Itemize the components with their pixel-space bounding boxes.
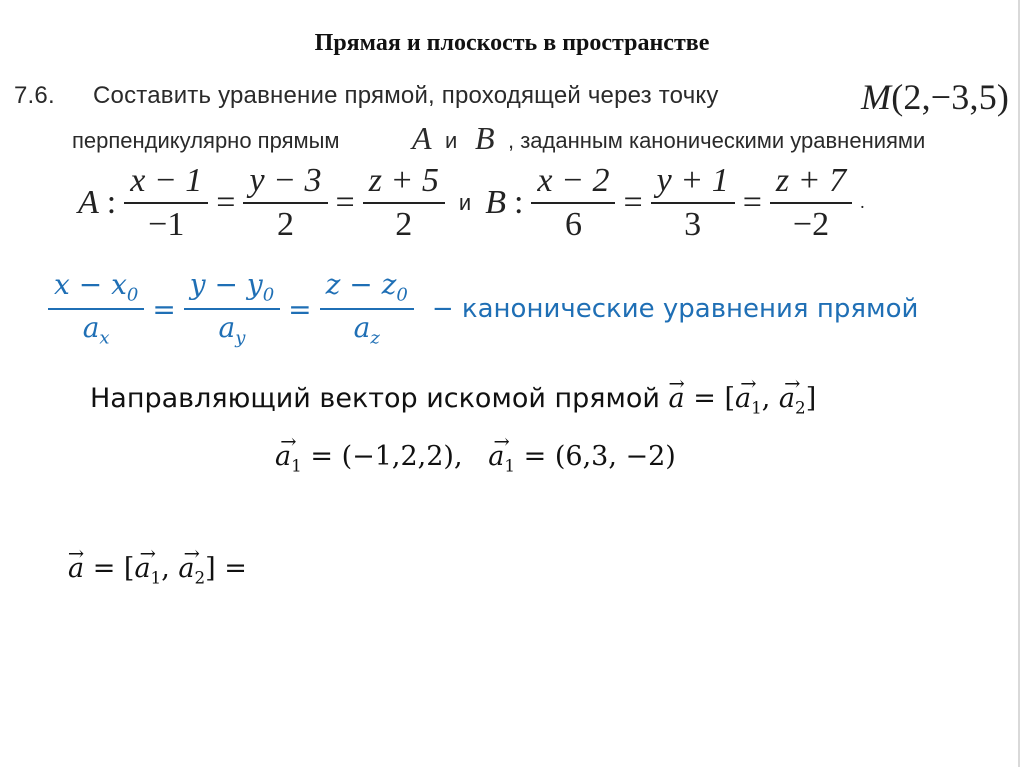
subscript: 0 bbox=[396, 284, 408, 306]
direction-vector-text: Направляющий вектор искомой прямой bbox=[90, 383, 660, 414]
var: y bbox=[189, 268, 206, 301]
result-line bbox=[68, 553, 247, 587]
subscript: 0 bbox=[126, 284, 139, 306]
fraction-bar bbox=[184, 308, 280, 310]
result-formula: → a = [→ $a_1$, → $a_2$] = bbox=[68, 553, 247, 584]
fraction-denominator: 2 bbox=[276, 205, 294, 243]
fraction-numerator: y − 3 bbox=[249, 162, 322, 199]
fraction-denominator: 6 bbox=[564, 205, 582, 243]
vector-a1: → $a_1$ bbox=[134, 553, 161, 587]
canon-fraction bbox=[184, 270, 280, 349]
vector-a: → a bbox=[669, 383, 685, 414]
slide-border bbox=[1018, 0, 1020, 767]
slide-title: Прямая и плоскость в пространстве bbox=[314, 30, 710, 56]
problem-number: 7.6. bbox=[14, 82, 55, 109]
var: x bbox=[54, 268, 70, 301]
canon-denominator bbox=[348, 313, 386, 348]
var: z bbox=[325, 268, 341, 301]
fraction bbox=[363, 163, 445, 242]
fraction bbox=[651, 163, 735, 242]
problem-line-1 bbox=[14, 77, 1014, 118]
fraction-numerator: y + 1 bbox=[656, 162, 729, 199]
component-a2 bbox=[488, 441, 676, 476]
var: a bbox=[353, 311, 371, 345]
equals-sign: = bbox=[288, 292, 312, 326]
component-a1-value: = (−1,2,2), bbox=[310, 441, 463, 472]
component-a2-value: = (6,3, −2) bbox=[523, 441, 676, 472]
equals-sign: = bbox=[623, 183, 643, 221]
direction-vector-line bbox=[90, 383, 816, 417]
vector-a2: → $a_2$ bbox=[178, 553, 205, 587]
direction-vector-formula: → a = [→ $a_1$, → $a_2$] bbox=[669, 383, 817, 414]
fraction-bar bbox=[651, 202, 735, 204]
var: y bbox=[246, 268, 263, 301]
fraction bbox=[531, 163, 615, 242]
equals-sign: = bbox=[335, 183, 355, 221]
fraction-numerator: z + 7 bbox=[775, 162, 847, 199]
equals-sign: = bbox=[216, 183, 236, 221]
canon-denominator bbox=[77, 313, 116, 348]
end-dot: . bbox=[860, 192, 865, 213]
canonical-description: − канонические уравнения прямой bbox=[431, 294, 919, 325]
fraction-bar bbox=[531, 202, 615, 204]
fraction-bar bbox=[243, 202, 327, 204]
problem-text-1: Составить уравнение прямой, проходящей через точку bbox=[93, 82, 719, 109]
fraction bbox=[243, 163, 327, 242]
fraction-denominator: −1 bbox=[148, 205, 185, 243]
problem-line-2 bbox=[72, 120, 1022, 160]
fraction bbox=[770, 163, 852, 242]
var: a bbox=[218, 311, 236, 345]
eq-b-label: B bbox=[485, 183, 506, 221]
components-line bbox=[275, 441, 676, 475]
vector-a1: → $a_1$ bbox=[735, 383, 762, 417]
eq-a-label: A bbox=[78, 183, 99, 221]
fraction-denominator: −2 bbox=[792, 205, 830, 243]
point-label: M bbox=[861, 77, 892, 117]
point-coords: (2,−3,5) bbox=[891, 77, 1010, 117]
canon-denominator bbox=[213, 313, 252, 348]
line-a-label: A bbox=[412, 120, 432, 156]
colon: : bbox=[106, 183, 117, 221]
canon-numerator: $z - z_0$ bbox=[325, 268, 408, 306]
line-b-label: B bbox=[475, 120, 495, 156]
point-m bbox=[861, 76, 1009, 118]
fraction-numerator: z + 5 bbox=[368, 162, 439, 199]
subscript: y bbox=[235, 328, 246, 350]
fraction-bar bbox=[124, 202, 208, 204]
problem-text-2a: перпендикулярно прямым bbox=[72, 128, 340, 153]
canon-fraction bbox=[320, 270, 414, 349]
component-a1 bbox=[275, 441, 463, 476]
given-equations bbox=[74, 163, 869, 242]
fraction bbox=[124, 163, 208, 242]
fraction-bar bbox=[320, 308, 414, 310]
canonical-equation bbox=[44, 270, 918, 349]
connector-word: и bbox=[458, 189, 472, 215]
var: z bbox=[381, 268, 397, 301]
problem-text-2b: , заданным каноническими уравнениями bbox=[508, 128, 926, 153]
subscript: x bbox=[99, 328, 110, 350]
canon-numerator: $x - x_0$ bbox=[54, 268, 139, 306]
fraction-denominator: 3 bbox=[684, 205, 702, 243]
fraction-numerator: x − 2 bbox=[537, 162, 610, 199]
vector-a1: → $a_1$ bbox=[488, 441, 515, 475]
fraction-bar bbox=[363, 202, 445, 204]
equals-sign: = bbox=[742, 183, 762, 221]
subscript: 0 bbox=[262, 284, 275, 306]
colon: : bbox=[513, 183, 524, 221]
subscript: z bbox=[370, 328, 380, 350]
vector-a: → a bbox=[68, 553, 84, 584]
fraction-denominator: 2 bbox=[395, 205, 413, 243]
canon-fraction bbox=[48, 270, 144, 349]
var: a bbox=[82, 311, 100, 345]
and-word: и bbox=[445, 128, 458, 153]
equals-sign: = bbox=[152, 292, 176, 326]
vector-a1: → $a_1$ bbox=[275, 441, 302, 475]
fraction-bar bbox=[770, 202, 852, 204]
fraction-numerator: x − 1 bbox=[130, 162, 203, 199]
canon-numerator: $y - y_0$ bbox=[189, 268, 275, 306]
vector-a2: → $a_2$ bbox=[779, 383, 806, 417]
fraction-bar bbox=[48, 308, 144, 310]
var: x bbox=[111, 268, 127, 301]
